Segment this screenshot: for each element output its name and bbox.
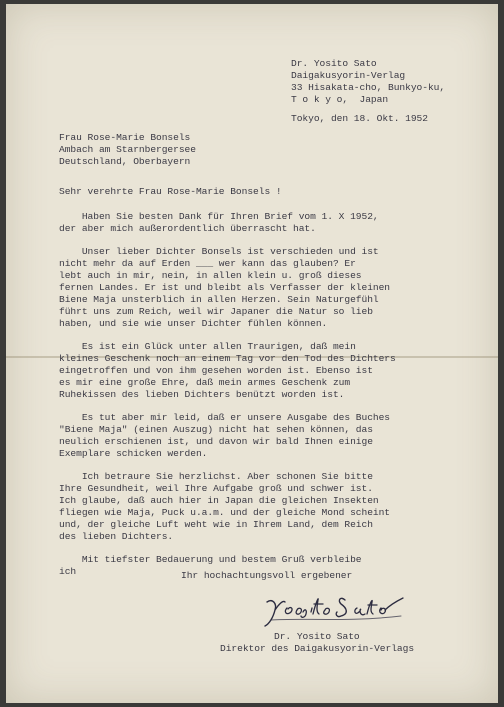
body-line: Ruhekissen des lieben Dichters benützt worden ist. — [59, 389, 345, 400]
body-line: lebt auch in mir, nein, in allen klein u. groß dieses — [59, 270, 362, 281]
body-line: nicht mehr da auf Erden ___ wer kann das glauben? Er — [59, 258, 356, 269]
body-line: Ich betraure Sie herzlichst. Aber schonen Sie bitte — [59, 471, 373, 482]
body-line: Exemplare schicken werden. — [59, 448, 208, 459]
recipient-address: Ambach am Starnbergersee — [59, 144, 196, 155]
letter-sheet — [6, 4, 498, 703]
recipient-country: Deutschland, Oberbayern — [59, 156, 191, 167]
body-line: Haben Sie besten Dank für Ihren Brief vom 1. X 1952, — [59, 211, 379, 222]
handwritten-signature — [261, 588, 411, 628]
body-line: ich — [59, 566, 77, 577]
body-line: Es tut aber mir leid, daß er unsere Ausgabe des Buches — [59, 412, 391, 423]
sender-company: Daigakusyorin-Verlag — [291, 70, 406, 81]
body-line: fernen Landes. Er ist und bleibt als Verfasser der kleinen — [59, 282, 391, 293]
body-line: Biene Maja unsterblich in allen Herzen. Sein Naturgefühl — [59, 294, 379, 305]
recipient-name: Frau Rose-Marie Bonsels — [59, 132, 191, 143]
closing-line: Ihr hochachtungsvoll ergebener — [181, 570, 353, 581]
signoff-title: Direktor des Daigakusyorin-Verlags — [220, 643, 415, 654]
sender-street: 33 Hisakata-cho, Bunkyo-ku, — [291, 82, 446, 93]
body-line: Unser lieber Dichter Bonsels ist verschieden und ist — [59, 246, 379, 257]
body-line: führt uns zum Reich, weil wir Japaner die Natur so lieb — [59, 306, 373, 317]
body-line: haben, und sie wie unser Dichter fühlen können. — [59, 318, 328, 329]
signoff-name: Dr. Yosito Sato — [274, 631, 360, 642]
body-line: "Biene Maja" (einen Auszug) nicht hat sehen können, das — [59, 424, 373, 435]
date-line: Tokyo, den 18. Okt. 1952 — [291, 113, 428, 124]
body-line: Es ist ein Glück unter allen Traurigen, daß mein — [59, 341, 356, 352]
body-line: es mir eine große Ehre, daß mein armes Geschenk zum — [59, 377, 351, 388]
body-line: eingetroffen und von ihm gesehen worden ist. Ebenso ist — [59, 365, 373, 376]
sender-city: T o k y o, Japan — [291, 94, 389, 105]
sender-name: Dr. Yosito Sato — [291, 58, 377, 69]
salutation: Sehr verehrte Frau Rose-Marie Bonsels ! — [59, 186, 282, 197]
body-line: fliegen wie Maja, Puck u.a.m. und der gleiche Mond scheint — [59, 507, 391, 518]
body-line: des lieben Dichters. — [59, 531, 174, 542]
body-line: kleines Geschenk noch an einem Tag vor den Tod des Dichters — [59, 353, 396, 364]
body-line: und, der gleiche Luft weht wie in Ihrem Land, dem Reich — [59, 519, 373, 530]
body-line: Ich glaube, daß auch hier in Japan die gleichen Insekten — [59, 495, 379, 506]
body-line: neulich erschienen ist, und davon wir bald Ihnen einige — [59, 436, 373, 447]
body-line: der aber mich außerordentlich überrascht hat. — [59, 223, 316, 234]
body-line: Ihre Gesundheit, weil Ihre Aufgabe groß und schwer ist. — [59, 483, 373, 494]
body-line: Mit tiefster Bedauerung und bestem Gruß verbleibe — [59, 554, 362, 565]
